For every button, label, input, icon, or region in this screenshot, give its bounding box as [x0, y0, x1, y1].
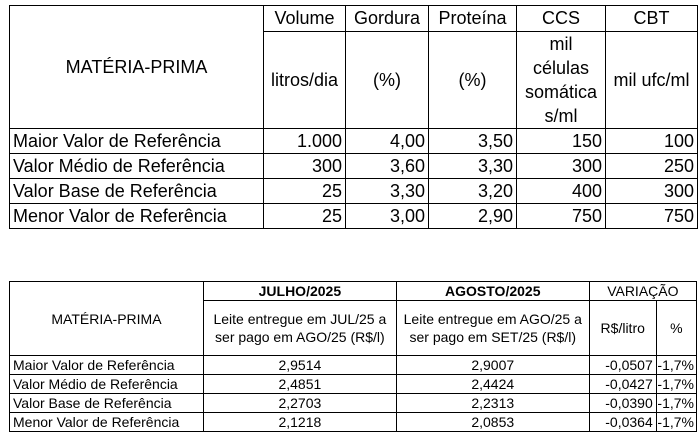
ccs-value: 300 — [517, 154, 606, 179]
reference-values-table — [9, 5, 698, 229]
rs-litro-header: R$/litro — [589, 301, 656, 356]
julho-subheader: Leite entregue em JUL/25 a ser pago em AGO/25 (R$/l) — [203, 301, 396, 356]
price-comparison-table — [9, 281, 697, 432]
pct-header: % — [656, 301, 696, 356]
julho-value: 2,1218 — [203, 413, 396, 432]
volume-header: Volume — [264, 6, 346, 32]
volume-value: 300 — [264, 154, 346, 179]
volume-value: 25 — [264, 179, 346, 204]
gordura-value: 3,60 — [346, 154, 429, 179]
volume-value: 1.000 — [264, 129, 346, 154]
cbt-value: 300 — [606, 179, 698, 204]
julho-value: 2,4851 — [203, 375, 396, 394]
proteina-unit: (%) — [429, 32, 517, 129]
agosto-header: AGOSTO/2025 — [396, 282, 589, 301]
row-label: Valor Médio de Referência — [10, 154, 264, 179]
variacao-pct: -1,7% — [656, 356, 696, 375]
table-row — [10, 394, 697, 413]
proteina-value: 3,30 — [429, 154, 517, 179]
ccs-value: 750 — [517, 204, 606, 229]
agosto-value: 2,9007 — [396, 356, 589, 375]
row-label: Menor Valor de Referência — [10, 204, 264, 229]
ccs-value: 400 — [517, 179, 606, 204]
row-label: Maior Valor de Referência — [10, 356, 204, 375]
cbt-value: 250 — [606, 154, 698, 179]
gordura-unit: (%) — [346, 32, 429, 129]
volume-value: 25 — [264, 204, 346, 229]
agosto-value: 2,4424 — [396, 375, 589, 394]
proteina-header: Proteína — [429, 6, 517, 32]
table-row — [10, 375, 697, 394]
table-row — [10, 179, 698, 204]
variacao-pct: -1,7% — [656, 413, 696, 432]
variacao-value: -0,0390 — [589, 394, 656, 413]
volume-unit: litros/dia — [264, 32, 346, 129]
table-row — [10, 204, 698, 229]
gordura-value: 4,00 — [346, 129, 429, 154]
agosto-value: 2,2313 — [396, 394, 589, 413]
agosto-subheader: Leite entregue em AGO/25 a ser pago em SET/25 (R$/l) — [396, 301, 589, 356]
ccs-header: CCS — [517, 6, 606, 32]
row-label: Maior Valor de Referência — [10, 129, 264, 154]
julho-value: 2,2703 — [203, 394, 396, 413]
cbt-unit: mil ufc/ml — [606, 32, 698, 129]
period-header-row — [10, 282, 697, 301]
row-label: Valor Base de Referência — [10, 179, 264, 204]
materia-prima-header: MATÉRIA-PRIMA — [10, 6, 264, 129]
header-row — [10, 6, 698, 32]
table-row — [10, 129, 698, 154]
proteina-value: 2,90 — [429, 204, 517, 229]
gordura-header: Gordura — [346, 6, 429, 32]
ccs-value: 150 — [517, 129, 606, 154]
agosto-value: 2,0853 — [396, 413, 589, 432]
variacao-header: VARIAÇÃO — [589, 282, 696, 301]
variacao-value: -0,0364 — [589, 413, 656, 432]
variacao-pct: -1,7% — [656, 375, 696, 394]
julho-value: 2,9514 — [203, 356, 396, 375]
cbt-value: 100 — [606, 129, 698, 154]
variacao-pct: -1,7% — [656, 394, 696, 413]
ccs-unit: mil células somática s/ml — [517, 32, 606, 129]
table-row — [10, 356, 697, 375]
proteina-value: 3,20 — [429, 179, 517, 204]
table-row — [10, 154, 698, 179]
cbt-header: CBT — [606, 6, 698, 32]
row-label: Valor Médio de Referência — [10, 375, 204, 394]
table-row — [10, 413, 697, 432]
row-label: Valor Base de Referência — [10, 394, 204, 413]
variacao-value: -0,0427 — [589, 375, 656, 394]
gordura-value: 3,00 — [346, 204, 429, 229]
row-label: Menor Valor de Referência — [10, 413, 204, 432]
proteina-value: 3,50 — [429, 129, 517, 154]
variacao-value: -0,0507 — [589, 356, 656, 375]
gordura-value: 3,30 — [346, 179, 429, 204]
cbt-value: 750 — [606, 204, 698, 229]
materia-prima-header: MATÉRIA-PRIMA — [10, 282, 204, 356]
julho-header: JULHO/2025 — [203, 282, 396, 301]
